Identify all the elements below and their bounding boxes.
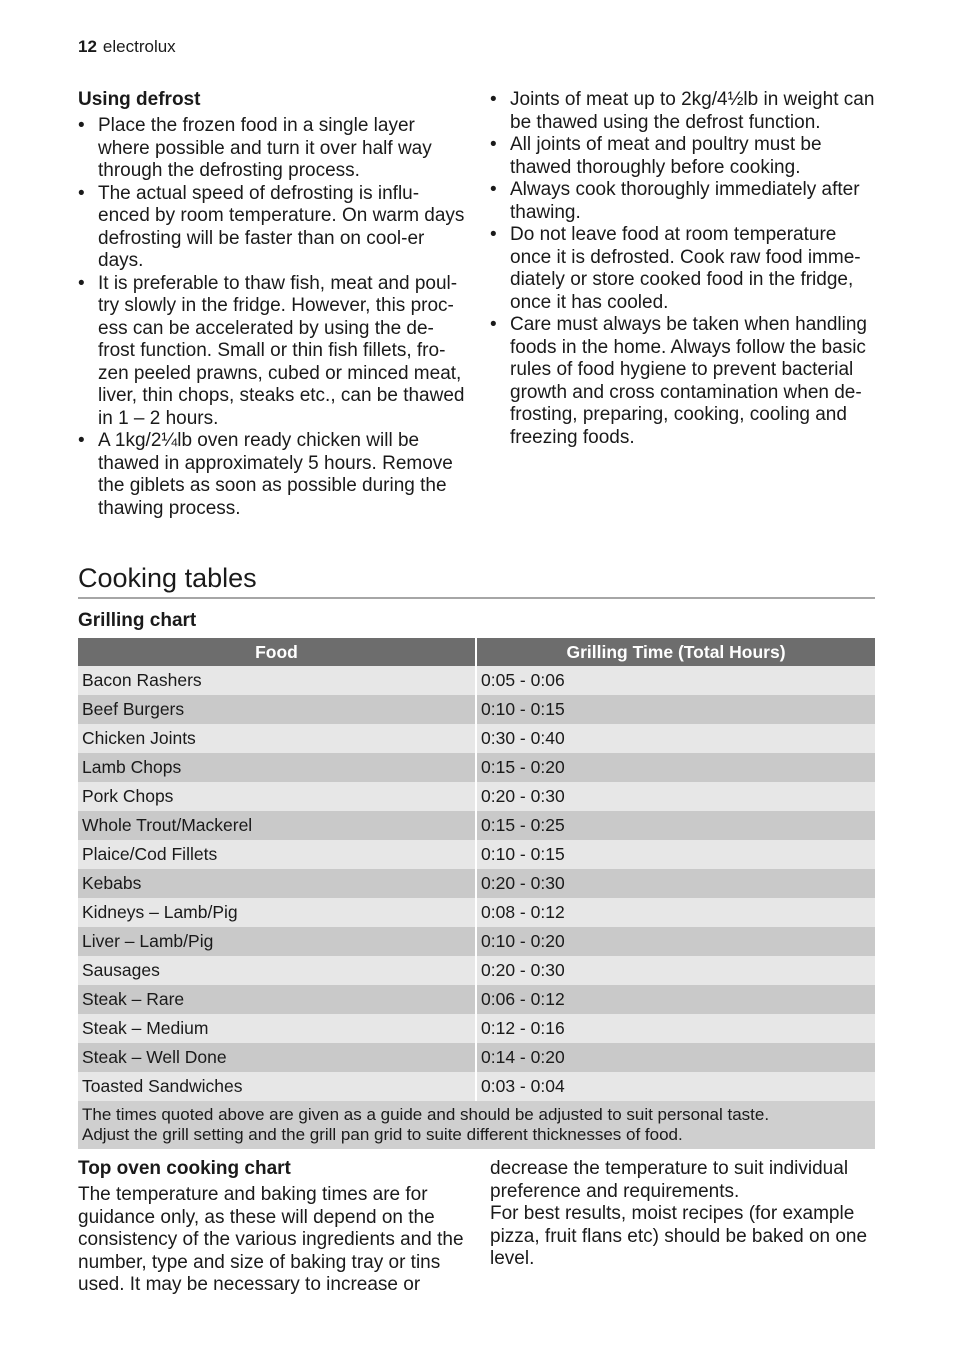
time-cell: 0:06 - 0:12: [476, 985, 875, 1014]
food-cell: Toasted Sandwiches: [78, 1072, 476, 1101]
note-line: The times quoted above are given as a guide and should be adjusted to suit personal taste.: [82, 1105, 770, 1124]
food-cell: Bacon Rashers: [78, 666, 476, 695]
time-cell: 0:03 - 0:04: [476, 1072, 875, 1101]
table-header-row: [78, 638, 875, 666]
table-row: [78, 724, 875, 753]
list-item: • All joints of meat and poultry must be thawed thoroughly before cooking.: [490, 134, 882, 179]
food-cell: Sausages: [78, 956, 476, 985]
table-row: [78, 1014, 875, 1043]
table-row: [78, 811, 875, 840]
oven-text: decrease the temperature to suit individual preference and requirements.: [490, 1158, 849, 1202]
time-cell: 0:15 - 0:20: [476, 753, 875, 782]
section-title: Cooking tables: [78, 562, 875, 599]
list-item: • Do not leave food at room temperature once it is defrosted. Cook raw food imme-diately or store cooked food in the fridge, once it has cooled.: [490, 224, 882, 314]
time-cell: 0:10 - 0:15: [476, 840, 875, 869]
time-cell: 0:05 - 0:06: [476, 666, 875, 695]
table-row: [78, 695, 875, 724]
table-row: [78, 753, 875, 782]
defrost-right-column: [490, 89, 882, 449]
oven-chart-title: Top oven cooking chart: [78, 1158, 291, 1179]
food-cell: Steak – Rare: [78, 985, 476, 1014]
list-item: • Care must always be taken when handling foods in the home. Always follow the basic rules of food hygiene to prevent bacterial growth and cross contamination when de-frosting, preparing, cooking, cooling and freezing foods.: [490, 314, 882, 449]
page-header: [78, 37, 176, 57]
food-cell: Steak – Well Done: [78, 1043, 476, 1072]
oven-text: For best results, moist recipes (for example pizza, fruit flans etc) should be baked on one level.: [490, 1203, 868, 1269]
food-cell: Kebabs: [78, 869, 476, 898]
time-cell: 0:14 - 0:20: [476, 1043, 875, 1072]
table-row: [78, 985, 875, 1014]
table-note: [78, 1101, 875, 1149]
food-cell: Pork Chops: [78, 782, 476, 811]
food-cell: Steak – Medium: [78, 1014, 476, 1043]
defrost-left-list: [78, 115, 468, 520]
table-row: [78, 666, 875, 695]
time-cell: 0:08 - 0:12: [476, 898, 875, 927]
list-item: • Joints of meat up to 2kg/4½lb in weight can be thawed using the defrost function.: [490, 89, 882, 134]
food-cell: Kidneys – Lamb/Pig: [78, 898, 476, 927]
food-cell: Beef Burgers: [78, 695, 476, 724]
list-item: • It is preferable to thaw fish, meat and poul-try slowly in the fridge. However, this proc-ess can be accelerated by using the de-frost function. Small or thin fish fillets, fro-zen peeled prawns, cubed or minced meat, liver, thin chops, steaks etc., can be thawed in 1 – 2 hours.: [78, 273, 468, 431]
food-cell: Liver – Lamb/Pig: [78, 927, 476, 956]
page-number: 12: [78, 37, 97, 56]
column-header-food: Food: [78, 638, 476, 666]
table-row: [78, 782, 875, 811]
defrost-right-list: [490, 89, 882, 449]
time-cell: 0:10 - 0:15: [476, 695, 875, 724]
grilling-chart-title: Grilling chart: [78, 610, 197, 631]
list-item: • The actual speed of defrosting is influ-enced by room temperature. On warm days defrosting will be faster than on cool-er days.: [78, 183, 468, 273]
table-row: [78, 840, 875, 869]
food-cell: Whole Trout/Mackerel: [78, 811, 476, 840]
table-row: [78, 898, 875, 927]
table-row: [78, 927, 875, 956]
time-cell: 0:10 - 0:20: [476, 927, 875, 956]
table-row: [78, 1043, 875, 1072]
time-cell: 0:12 - 0:16: [476, 1014, 875, 1043]
brand-name: electrolux: [102, 37, 176, 56]
note-line: Adjust the grill setting and the grill pan grid to suite different thicknesses of food.: [82, 1125, 683, 1144]
time-cell: 0:15 - 0:25: [476, 811, 875, 840]
table-row: [78, 1072, 875, 1101]
table-row: [78, 956, 875, 985]
list-item: • A 1kg/2¼lb oven ready chicken will be thawed in approximately 5 hours. Remove the giblets as soon as possible during the thawing process.: [78, 430, 468, 520]
list-item: • Always cook thoroughly immediately after thawing.: [490, 179, 882, 224]
oven-left-column: [78, 1158, 470, 1297]
oven-right-column: [490, 1158, 882, 1271]
column-header-time: Grilling Time (Total Hours): [476, 638, 875, 666]
table-note-row: [78, 1101, 875, 1149]
defrost-title: Using defrost: [78, 89, 201, 110]
food-cell: Lamb Chops: [78, 753, 476, 782]
grilling-table: [78, 638, 875, 1149]
time-cell: 0:20 - 0:30: [476, 782, 875, 811]
time-cell: 0:20 - 0:30: [476, 956, 875, 985]
time-cell: 0:20 - 0:30: [476, 869, 875, 898]
oven-text: The temperature and baking times are for guidance only, as these will depend on the consistency of the various ingredients and the number, type and size of baking tray or tins used. It may be necessary to increase or: [78, 1184, 464, 1295]
defrost-left-column: [78, 89, 468, 520]
food-cell: Plaice/Cod Fillets: [78, 840, 476, 869]
list-item: • Place the frozen food in a single layer where possible and turn it over half way through the defrosting process.: [78, 115, 468, 183]
table-row: [78, 869, 875, 898]
time-cell: 0:30 - 0:40: [476, 724, 875, 753]
food-cell: Chicken Joints: [78, 724, 476, 753]
